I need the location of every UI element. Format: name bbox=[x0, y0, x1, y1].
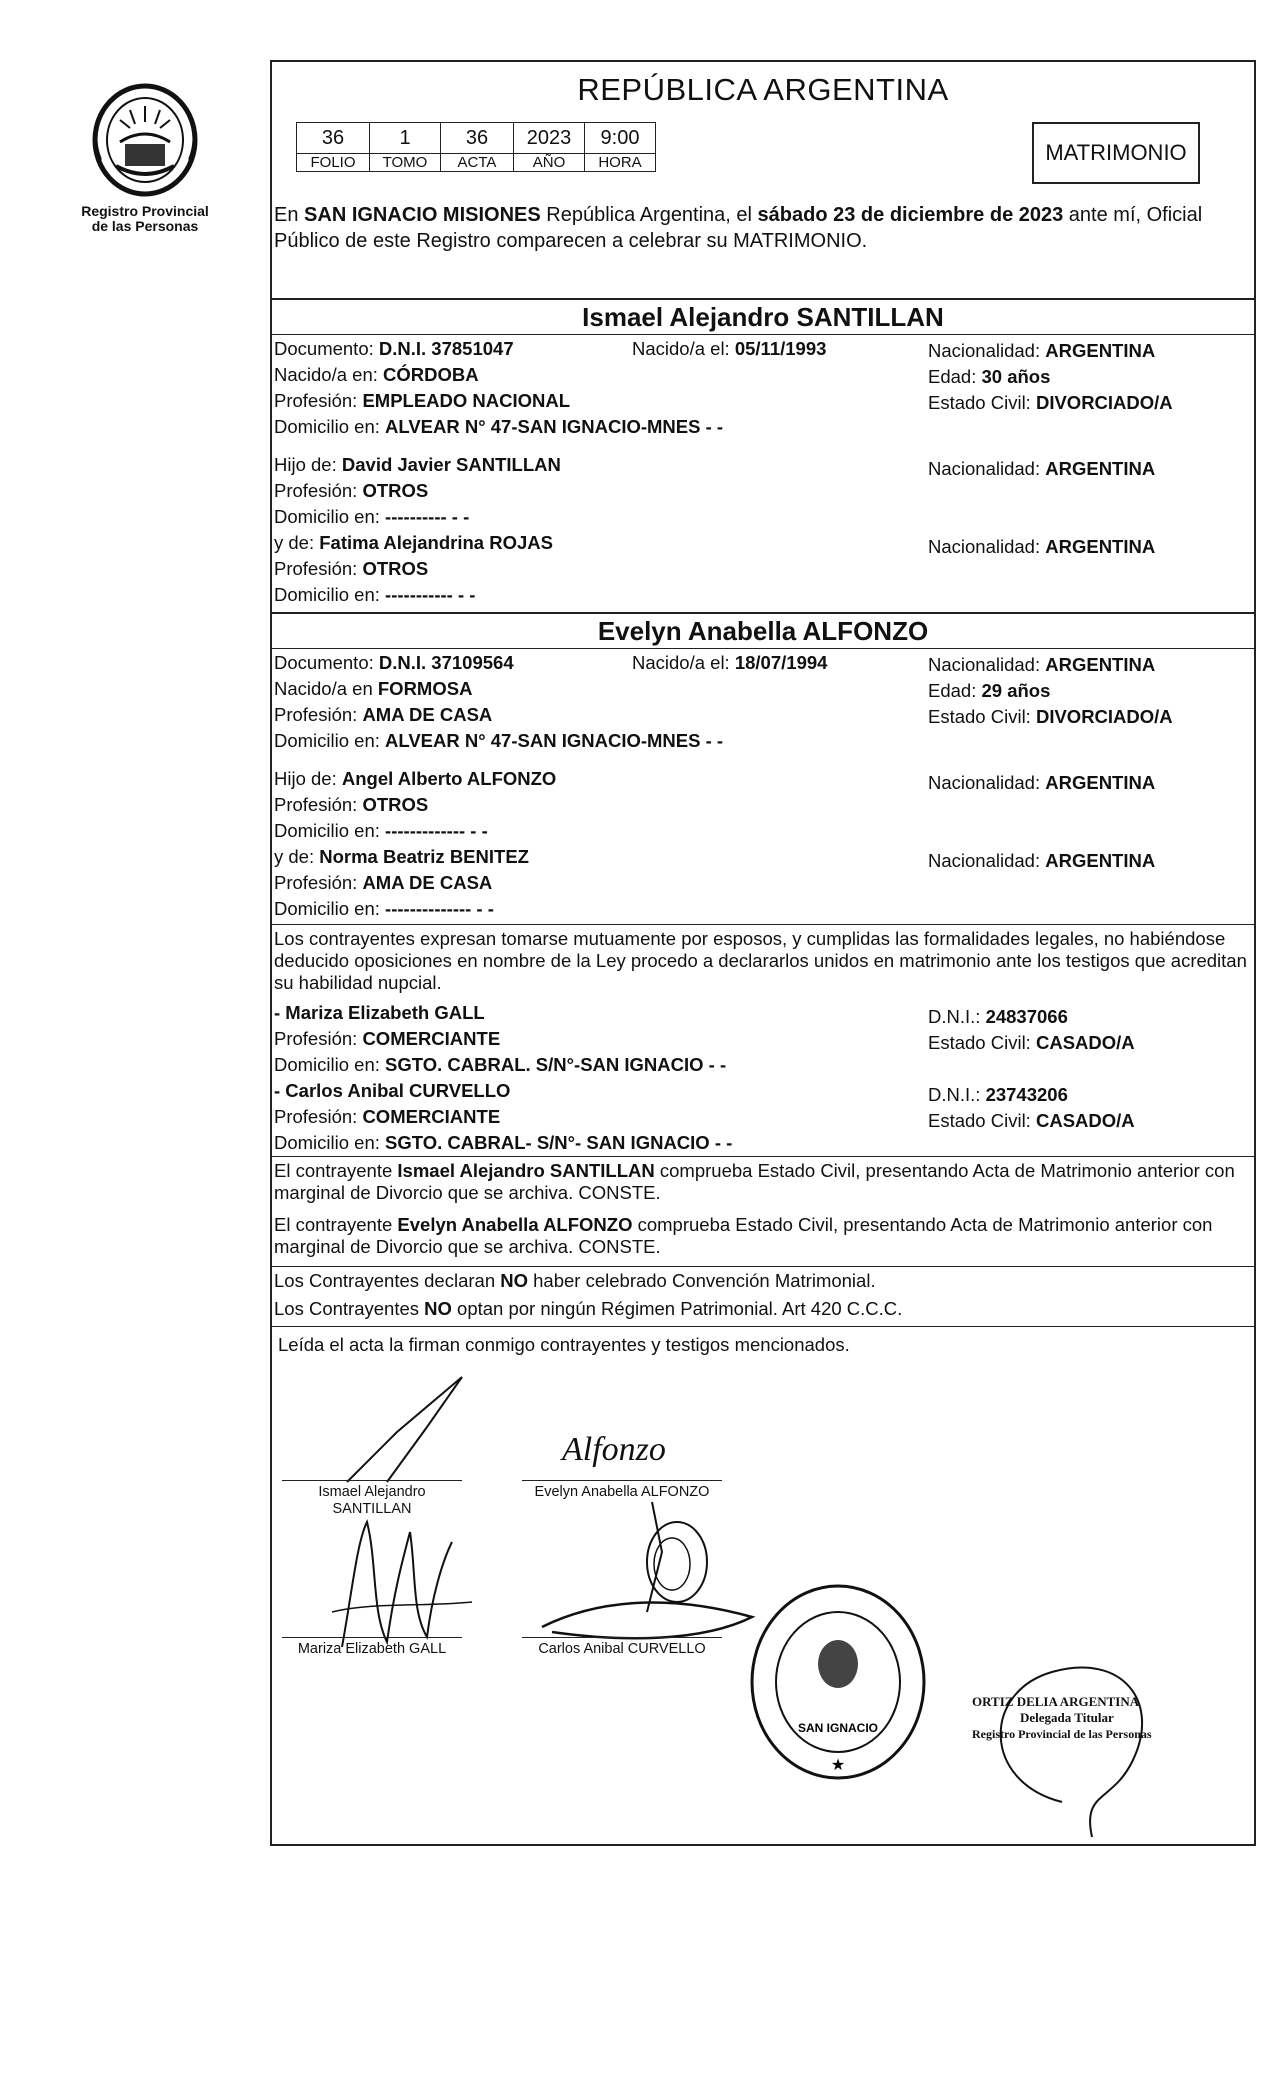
registry-logo bbox=[60, 82, 230, 234]
signature-caption-4: Carlos Anibal CURVELLO bbox=[538, 1641, 706, 1657]
party2-addr: Domicilio en: ALVEAR N° 47-SAN IGNACIO-MNES - - bbox=[274, 730, 724, 751]
registry-table bbox=[296, 122, 656, 172]
hora-value: 9:00 bbox=[585, 123, 656, 154]
officer-title: Delegada Titular bbox=[1020, 1710, 1114, 1725]
witness2-prof: Profesión: COMERCIANTE bbox=[274, 1106, 501, 1127]
official-stamp-seal bbox=[748, 1582, 928, 1782]
closing-text: Leída el acta la firman conmigo contrayentes y testigos mencionados. bbox=[278, 1334, 850, 1355]
witness1-dni: D.N.I.: 24837066 bbox=[928, 1006, 1068, 1027]
party1-addr: Domicilio en: ALVEAR N° 47-SAN IGNACIO-MNES - - bbox=[274, 416, 724, 437]
signature-line-3 bbox=[282, 1637, 462, 1638]
party1-age: Edad: 30 años bbox=[928, 366, 1051, 387]
marginal-1: El contrayente Ismael Alejandro SANTILLAN comprueba Estado Civil, presentando Acta de Matrimonio anterior con marginal de Divorcio que se archiva. CONSTE. bbox=[274, 1160, 1235, 1203]
party1-nat: Nacionalidad: ARGENTINA bbox=[928, 340, 1156, 361]
party2-nat: Nacionalidad: ARGENTINA bbox=[928, 654, 1156, 675]
intro-date: sábado 23 de diciembre de 2023 bbox=[757, 204, 1064, 226]
svg-text:★: ★ bbox=[830, 1757, 846, 1774]
party2-mother-nat: Nacionalidad: ARGENTINA bbox=[928, 850, 1156, 871]
party2-father-prof: Profesión: OTROS bbox=[274, 794, 429, 815]
party2-mother-prof: Profesión: AMA DE CASA bbox=[274, 872, 493, 893]
marginal-2: El contrayente Evelyn Anabella ALFONZO comprueba Estado Civil, presentando Acta de Matrimonio anterior con marginal de Divorcio que se archiva. CONSTE. bbox=[274, 1214, 1213, 1257]
divider bbox=[272, 1156, 1254, 1157]
party2-father-addr: Domicilio en: ------------- - - bbox=[274, 820, 488, 841]
party1-civil: Estado Civil: DIVORCIADO/A bbox=[928, 392, 1173, 413]
divider bbox=[272, 298, 1254, 300]
document-frame bbox=[270, 60, 1256, 1846]
record-type-box: MATRIMONIO bbox=[1032, 122, 1200, 184]
divider bbox=[272, 612, 1254, 614]
party2-doc: Documento: D.N.I. 37109564 bbox=[274, 652, 514, 673]
divider bbox=[272, 334, 1254, 335]
party1-father-prof: Profesión: OTROS bbox=[274, 480, 429, 501]
witness1-civil: Estado Civil: CASADO/A bbox=[928, 1032, 1135, 1053]
officer-signature-scribble bbox=[972, 1642, 1202, 1842]
party1-mother: y de: Fatima Alejandrina ROJAS bbox=[274, 532, 553, 553]
logo-line1: Registro Provincial bbox=[81, 203, 209, 219]
party2-father: Hijo de: Angel Alberto ALFONZO bbox=[274, 768, 557, 789]
anio-label: AÑO bbox=[514, 154, 585, 172]
party2-name: Evelyn Anabella ALFONZO bbox=[597, 616, 929, 646]
signature-2-handwriting: Alfonzo bbox=[562, 1431, 666, 1468]
party2-father-nat: Nacionalidad: ARGENTINA bbox=[928, 772, 1156, 793]
party2-civil: Estado Civil: DIVORCIADO/A bbox=[928, 706, 1173, 727]
tomo-value: 1 bbox=[370, 123, 441, 154]
witness1-prof: Profesión: COMERCIANTE bbox=[274, 1028, 501, 1049]
witness2-dni: D.N.I.: 23743206 bbox=[928, 1084, 1068, 1105]
signature-1-scribble bbox=[327, 1372, 477, 1492]
witness1-name: - Mariza Elizabeth GALL bbox=[274, 1002, 485, 1023]
folio-label: FOLIO bbox=[297, 154, 370, 172]
witness1-addr: Domicilio en: SGTO. CABRAL. S/N°-SAN IGNACIO - - bbox=[274, 1054, 727, 1075]
tomo-label: TOMO bbox=[370, 154, 441, 172]
party2-birthplace: Nacido/a en FORMOSA bbox=[274, 678, 473, 699]
party2-mother: y de: Norma Beatriz BENITEZ bbox=[274, 846, 529, 867]
folio-value: 36 bbox=[297, 123, 370, 154]
party1-father-nat: Nacionalidad: ARGENTINA bbox=[928, 458, 1156, 479]
hora-label: HORA bbox=[585, 154, 656, 172]
province-seal-icon bbox=[90, 82, 200, 200]
party1-doc: Documento: D.N.I. 37851047 bbox=[274, 338, 514, 359]
divider bbox=[272, 648, 1254, 649]
party2-mother-addr: Domicilio en: -------------- - - bbox=[274, 898, 494, 919]
officer-name: ORTIZ DELIA ARGENTINA bbox=[972, 1694, 1140, 1709]
regime-2: Los Contrayentes NO optan por ningún Régimen Patrimonial. Art 420 C.C.C. bbox=[274, 1298, 903, 1319]
witness2-civil: Estado Civil: CASADO/A bbox=[928, 1110, 1135, 1131]
party1-born: Nacido/a el: 05/11/1993 bbox=[632, 338, 827, 359]
party1-name: Ismael Alejandro SANTILLAN bbox=[582, 302, 944, 332]
divider bbox=[272, 924, 1254, 925]
party1-birthplace: Nacido/a en: CÓRDOBA bbox=[274, 364, 479, 385]
party1-mother-addr: Domicilio en: ----------- - - bbox=[274, 584, 476, 605]
signature-caption-2: Evelyn Anabella ALFONZO bbox=[534, 1484, 710, 1500]
signature-line-1 bbox=[282, 1480, 462, 1481]
party2-age: Edad: 29 años bbox=[928, 680, 1051, 701]
party1-father: Hijo de: David Javier SANTILLAN bbox=[274, 454, 561, 475]
party1-mother-nat: Nacionalidad: ARGENTINA bbox=[928, 536, 1156, 557]
stamp-center-text: SAN IGNACIO bbox=[797, 1721, 879, 1735]
party2-born: Nacido/a el: 18/07/1994 bbox=[632, 652, 828, 673]
document-title: REPÚBLICA ARGENTINA bbox=[577, 72, 949, 107]
acta-label: ACTA bbox=[441, 154, 514, 172]
intro-text: En SAN IGNACIO MISIONES República Argentina, el sábado 23 de diciembre de 2023 ante mí, Oficial Público de este Registro comparecen a celebrar su MATRIMONIO. bbox=[274, 204, 1203, 252]
witnesses-intro: Los contrayentes expresan tomarse mutuamente por esposos, y cumplidas las formalidades legales, no habiéndose deducido oposiciones en nombre de la Ley procedo a declararlos unidos en matrimonio ante los testigos que acreditan su habilidad nupcial. bbox=[274, 928, 1247, 993]
officer-stamp bbox=[972, 1694, 1152, 1742]
signature-3-scribble bbox=[312, 1502, 482, 1652]
party1-prof: Profesión: EMPLEADO NACIONAL bbox=[274, 390, 571, 411]
signature-line-2 bbox=[522, 1480, 722, 1481]
officer-office: Registro Provincial de las Personas bbox=[972, 1727, 1152, 1741]
party2-prof: Profesión: AMA DE CASA bbox=[274, 704, 493, 725]
witness2-name: - Carlos Anibal CURVELLO bbox=[274, 1080, 511, 1101]
divider bbox=[272, 1266, 1254, 1267]
intro-place: SAN IGNACIO MISIONES bbox=[304, 204, 541, 226]
signature-caption-3: Mariza Elizabeth GALL bbox=[297, 1641, 447, 1657]
logo-line2: de las Personas bbox=[91, 218, 199, 234]
witness2-addr: Domicilio en: SGTO. CABRAL- S/N°- SAN IGNACIO - - bbox=[274, 1132, 733, 1153]
regime-1: Los Contrayentes declaran NO haber celebrado Convención Matrimonial. bbox=[274, 1270, 876, 1291]
signature-caption-1: Ismael Alejandro SANTILLAN bbox=[318, 1484, 426, 1517]
party1-father-addr: Domicilio en: ---------- - - bbox=[274, 506, 470, 527]
acta-value: 36 bbox=[441, 123, 514, 154]
anio-value: 2023 bbox=[514, 123, 585, 154]
divider bbox=[272, 1326, 1254, 1327]
signature-line-4 bbox=[522, 1637, 722, 1638]
party1-mother-prof: Profesión: OTROS bbox=[274, 558, 429, 579]
